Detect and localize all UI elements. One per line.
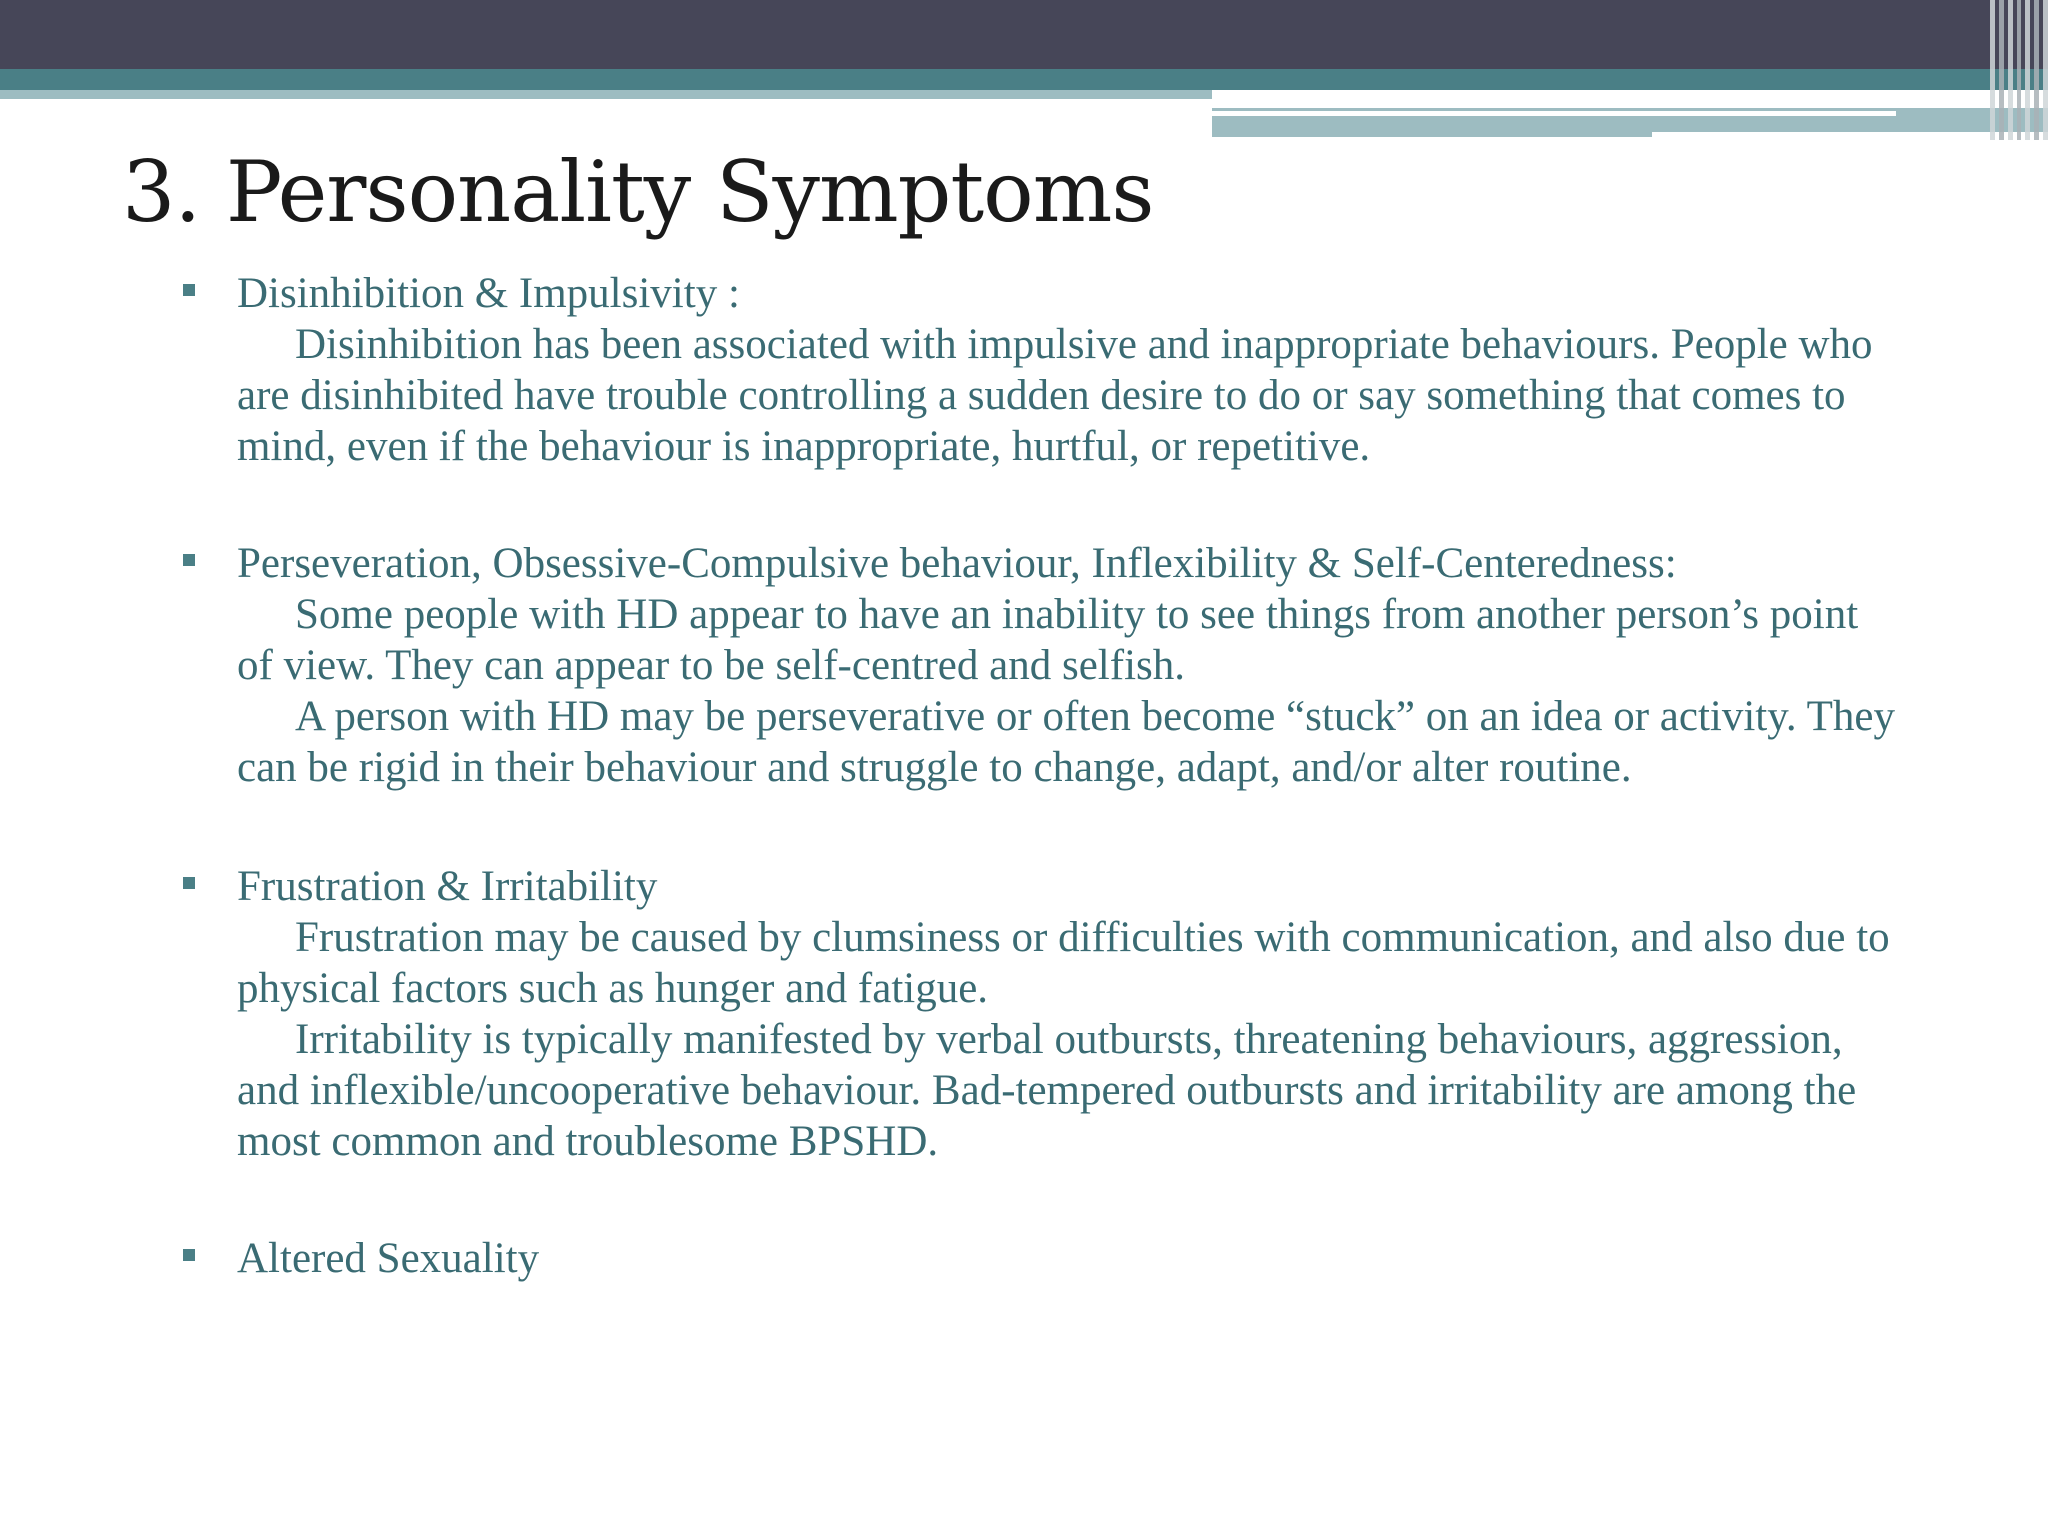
bullet-heading: Disinhibition & Impulsivity : xyxy=(237,270,740,317)
square-bullet-icon xyxy=(183,877,195,889)
bullet-paragraph: Some people with HD appear to have an inability to see things from another person’s point of view. They can appear to be self-centred and selfish. xyxy=(237,591,1859,689)
bullet-heading: Perseveration, Obsessive-Compulsive behaviour, Inflexibility & Self-Centeredness: xyxy=(237,540,1677,587)
header-light-band-lower xyxy=(1212,120,1652,137)
slide-body xyxy=(183,268,1903,1284)
bullet-item-frustration xyxy=(183,861,1903,1167)
header-light-band-left xyxy=(0,90,1212,99)
square-bullet-icon xyxy=(183,1249,195,1261)
bullet-paragraph: A person with HD may be perseverative or often become “stuck” on an idea or activity. They can be rigid in their behaviour and struggle to change, adapt, and/or alter routine. xyxy=(237,693,1896,791)
bullet-heading: Frustration & Irritability xyxy=(237,863,658,910)
square-bullet-icon xyxy=(183,554,195,566)
square-bullet-icon xyxy=(183,284,195,296)
bullet-item-disinhibition xyxy=(183,268,1903,472)
header-white-line xyxy=(1212,111,1896,116)
header-stripes xyxy=(1990,0,2048,140)
bullet-paragraph: Disinhibition has been associated with impulsive and inappropriate behaviours. People who are disinhibited have trouble controlling a sudden desire to do or say something that comes to mind, even if the behaviour is inappropriate, hurtful, or repetitive. xyxy=(237,321,1873,470)
bullet-item-altered-sexuality xyxy=(183,1233,1903,1284)
bullet-heading: Altered Sexuality xyxy=(237,1235,540,1282)
header-teal-band xyxy=(0,69,2048,90)
header-dark-band xyxy=(0,0,2048,69)
bullet-paragraph: Irritability is typically manifested by verbal outbursts, threatening behaviours, aggression, and inflexible/uncooperative behaviour. Bad-tempered outbursts and irritability are among the most common and troublesome BPSHD. xyxy=(237,1016,1857,1165)
bullet-item-perseveration xyxy=(183,538,1903,793)
slide-title: 3. Personality Symptoms xyxy=(122,143,1154,241)
bullet-paragraph: Frustration may be caused by clumsiness or difficulties with communication, and also due to physical factors such as hunger and fatigue. xyxy=(237,914,1890,1012)
